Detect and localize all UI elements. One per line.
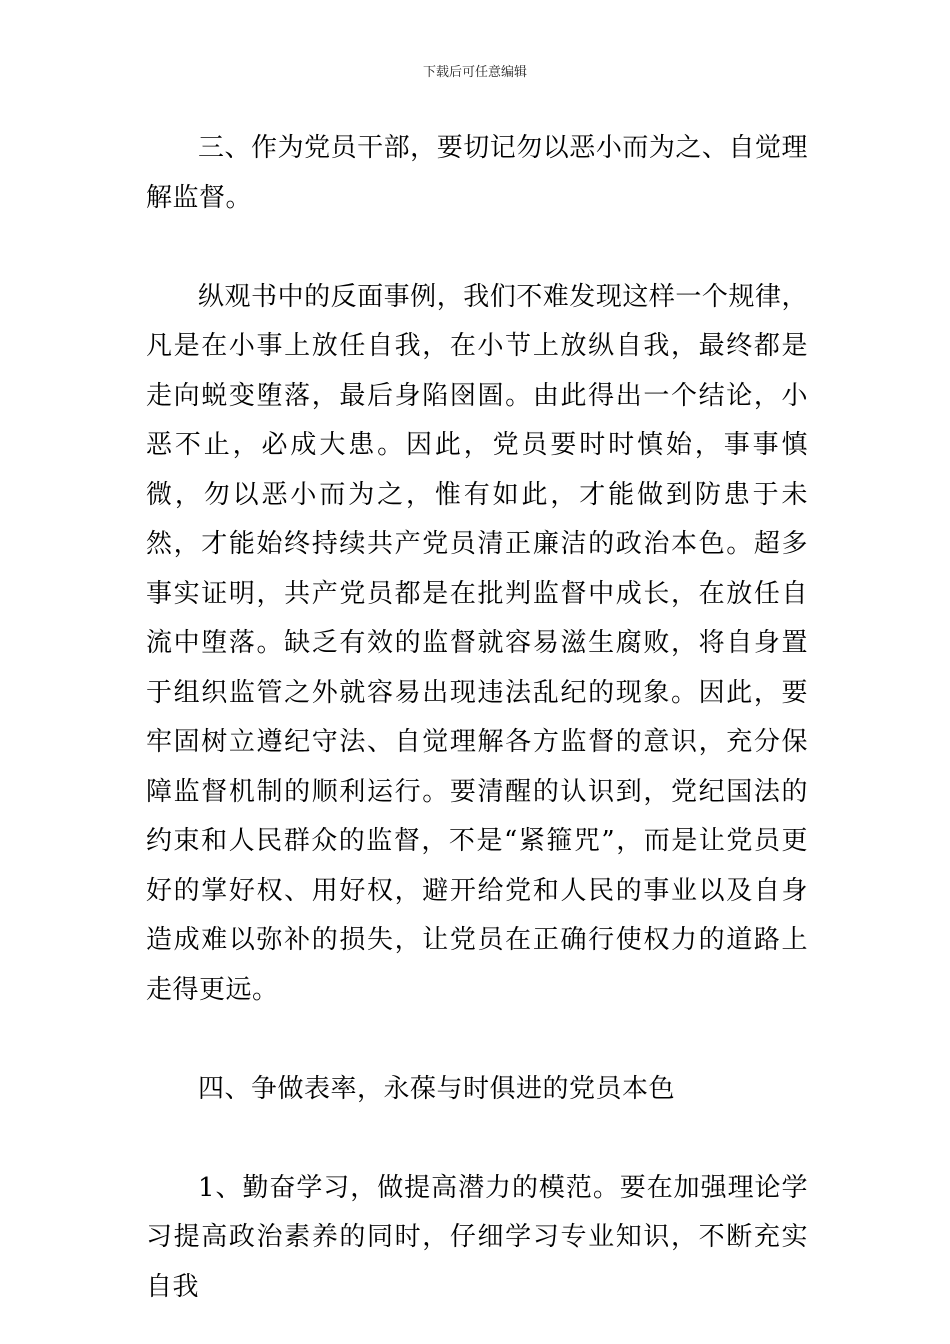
paragraph-spacer [146, 1114, 808, 1164]
page-header: 下载后可任意编辑 [422, 65, 527, 80]
section-heading-3: 三、作为党员干部，要切记勿以恶小而为之、自觉理解监督。 [146, 133, 808, 213]
section-heading-4: 四、争做表率，永葆与时俱进的党员本色 [198, 1073, 676, 1104]
paragraph-spacer [146, 1015, 808, 1065]
body-paragraph-1: 纵观书中的反面事例，我们不难发现这样一个规律，凡是在小事上放任自我，在小节上放纵自我，最终都是走向蜕变堕落，最后身陷囹圄。由此得出一个结论，小恶不止，必成大患。因此，党员要时时慎始，事事慎微，勿以恶小而为之，惟有如此，才能做到防患于未然，才能始终持续共产党员清正廉洁的政治本色。超多事实证明，共产党员都是在批判监督中成长，在放任自流中堕落。缺乏有效的监督就容易滋生腐败，将自身置于组织监管之外就容易出现违法乱纪的现象。因此，要牢固树立遵纪守法、自觉理解各方监督的意识，充分保障监督机制的顺利运行。要清醒的认识到，党纪国法的约束和人民群众的监督，不是“紧箍咒”，而是让党员更好的掌好权、用好权，避开给党和人民的事业以及自身造成难以弥补的损失，让党员在正确行使权力的道路上走得更远。 [146, 281, 808, 1005]
body-paragraph-2: 1、勤奋学习，做提高潜力的模范。要在加强理论学习提高政治素养的同时，仔细学习专业知识，不断充实自我 [146, 1172, 808, 1302]
paragraph-spacer [146, 223, 808, 273]
document-body [146, 124, 808, 1312]
